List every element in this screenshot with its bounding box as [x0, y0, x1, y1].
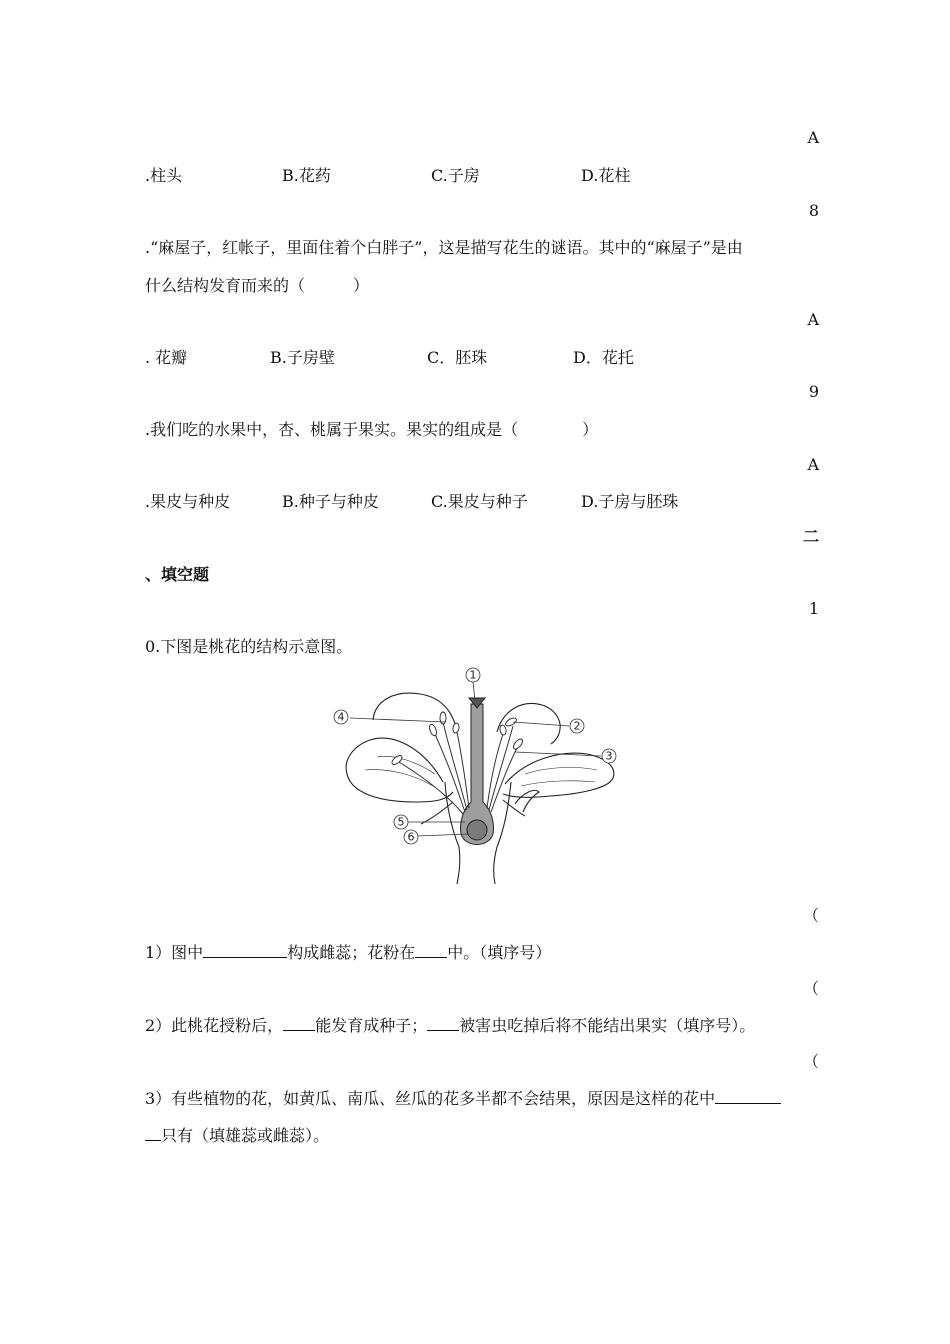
section-number: 二	[802, 527, 819, 546]
anther	[499, 725, 507, 736]
sub1-line	[145, 942, 551, 963]
petal-left	[346, 738, 453, 802]
sub2-text-c: 被害虫吃掉后将不能结出果实（填序号）。	[459, 1016, 756, 1035]
q10-number: 1	[808, 599, 819, 618]
sepal	[515, 791, 539, 813]
sub3-paren: （	[802, 1052, 819, 1071]
answer-blank-1[interactable]	[203, 942, 287, 958]
answer-blank-4[interactable]	[427, 1015, 459, 1031]
q10-stem: 0.下图是桃花的结构示意图。	[145, 637, 353, 656]
q9-option-b: B.种子与种皮	[282, 492, 379, 511]
section-title: 、填空题	[145, 565, 210, 584]
answer-blank-5[interactable]	[715, 1088, 781, 1104]
sub3-line1	[145, 1088, 781, 1109]
sub2-text-a: 2）此桃花授粉后，	[145, 1016, 284, 1035]
q9-number: 9	[808, 382, 819, 401]
q8-option-d: D．花托	[573, 348, 634, 367]
q8-number: 8	[808, 201, 819, 220]
answer-blank-5-cont[interactable]	[145, 1125, 161, 1141]
q8-stem-line1: .“麻屋子，红帐子，里面住着个白胖子”，这是描写花生的谜语。其中的“麻屋子”是由	[145, 238, 743, 257]
answer-blank-3[interactable]	[283, 1015, 315, 1031]
label-2: 2	[573, 719, 581, 733]
anther	[428, 723, 438, 736]
label-6: 6	[407, 830, 415, 844]
sub1-text-b: 构成雌蕊；花粉在	[287, 943, 416, 962]
sub2-text-b: 能发育成种子；	[315, 1016, 428, 1035]
anther	[390, 754, 403, 766]
sub3-line2	[145, 1125, 329, 1146]
q7-option-marker: A	[807, 128, 819, 147]
sub1-text-c: 中。（填序号）	[447, 943, 552, 962]
petal-right	[503, 753, 614, 797]
sub1-paren: （	[802, 906, 819, 925]
q7-option-d: D.花柱	[581, 166, 631, 185]
q7-option-a: .柱头	[145, 166, 183, 185]
sub1-text-a: 1）图中	[145, 943, 204, 962]
q7-option-c: C.子房	[431, 166, 480, 185]
q9-option-d: D.子房与胚珠	[581, 492, 679, 511]
q9-option-marker: A	[807, 455, 819, 474]
q8-stem-line2: 什么结构发育而来的（ ）	[145, 276, 370, 295]
sub3-text-a: 3）有些植物的花，如黄瓜、南瓜、丝瓜的花多半都不会结果，原因是这样的花中	[145, 1089, 716, 1108]
ovule	[467, 820, 487, 840]
label-4: 4	[337, 710, 345, 724]
q9-option-a: .果皮与种皮	[145, 492, 231, 511]
q8-option-c: C．胚珠	[427, 348, 488, 367]
anther	[452, 723, 460, 734]
q8-option-b: B.子房壁	[270, 348, 335, 367]
sub2-line	[145, 1015, 755, 1036]
anther	[512, 737, 524, 750]
label-5: 5	[397, 815, 405, 829]
q9-option-c: C.果皮与种子	[431, 492, 528, 511]
q9-stem: .我们吃的水果中，杏、桃属于果实。果实的组成是（ ）	[145, 420, 599, 439]
q7-option-b: B.花药	[282, 166, 331, 185]
peach-flower-diagram	[325, 662, 625, 887]
q8-option-a: . 花瓣	[145, 348, 188, 367]
label-1: 1	[469, 668, 477, 682]
q8-option-marker: A	[807, 310, 819, 329]
sub2-paren: （	[802, 979, 819, 998]
sub3-text-b: 只有（填雄蕊或雌蕊）。	[161, 1126, 330, 1145]
label-3: 3	[605, 749, 613, 763]
answer-blank-2[interactable]	[415, 942, 447, 958]
